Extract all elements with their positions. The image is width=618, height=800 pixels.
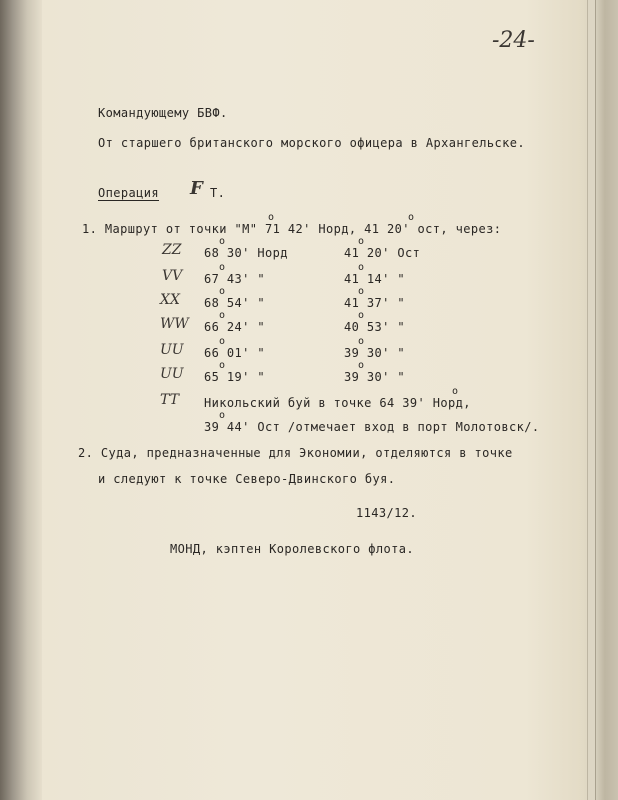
degree-mark: o	[452, 386, 459, 397]
degree-mark: o	[219, 336, 226, 347]
waypoint-lat: 68 54' "	[204, 296, 265, 310]
degree-mark: o	[358, 336, 365, 347]
waypoint-lat: 65 19' "	[204, 370, 265, 384]
waypoint-lon: 39 30' "	[344, 370, 405, 384]
waypoint-mark: UU	[160, 366, 184, 382]
degree-mark: o	[358, 286, 365, 297]
operation-code-typed: Т.	[210, 186, 226, 200]
waypoint-lon: 41 37' "	[344, 296, 405, 310]
degree-mark: o	[219, 360, 226, 371]
degree-mark: o	[219, 310, 226, 321]
signature: МОНД, кэптен Королевского флота.	[170, 542, 414, 556]
degree-mark: o	[268, 212, 275, 223]
sender-line: От старшего британского морского офицера в Архангельске.	[98, 136, 525, 150]
reference-number: 1143/12.	[356, 506, 417, 520]
waypoint-lon: 41 20' Ост	[344, 246, 421, 260]
waypoint-mark: WW	[160, 316, 189, 332]
degree-mark: o	[408, 212, 415, 223]
degree-mark: o	[358, 262, 365, 273]
waypoint-lon: 39 30' "	[344, 346, 405, 360]
waypoint-lat: 66 24' "	[204, 320, 265, 334]
degree-mark: o	[219, 286, 226, 297]
item-2-line-1: 2. Суда, предназначенные для Экономии, отделяются в точке	[78, 446, 513, 460]
waypoint-mark: ZZ	[162, 242, 182, 258]
waypoint-lat: 67 43' "	[204, 272, 265, 286]
page-edge	[595, 0, 618, 800]
degree-mark: o	[219, 236, 226, 247]
degree-mark: o	[358, 310, 365, 321]
waypoint-lat: 66 01' "	[204, 346, 265, 360]
operation-label: Операция	[98, 186, 159, 200]
degree-mark: o	[358, 236, 365, 247]
waypoint-mark-tt: TT	[160, 392, 179, 408]
item-2-line-2: и следуют к точке Северо-Двинского буя.	[98, 472, 396, 486]
operation-code-handwritten: F	[190, 178, 203, 199]
waypoint-mark: XX	[160, 292, 180, 308]
waypoint-lon: 40 53' "	[344, 320, 405, 334]
degree-mark: o	[358, 360, 365, 371]
nikolsky-buoy-line: Никольский буй в точке 64 39' Норд,	[204, 396, 471, 410]
waypoint-mark: VV	[162, 268, 183, 284]
route-item-1: 1. Маршрут от точки "М" 71 42' Норд, 41 20' ост, через:	[82, 222, 502, 236]
degree-mark: o	[219, 410, 226, 421]
molotovsk-line: 39 44' Ост /отмечает вход в порт Молотовск/.	[204, 420, 540, 434]
waypoint-lat: 68 30' Норд	[204, 246, 288, 260]
waypoint-lon: 41 14' "	[344, 272, 405, 286]
degree-mark: o	[219, 262, 226, 273]
page-number: -24-	[492, 28, 535, 53]
binding-shadow	[0, 0, 42, 800]
waypoint-mark: UU	[160, 342, 184, 358]
addressee: Командующему БВФ.	[98, 106, 228, 120]
